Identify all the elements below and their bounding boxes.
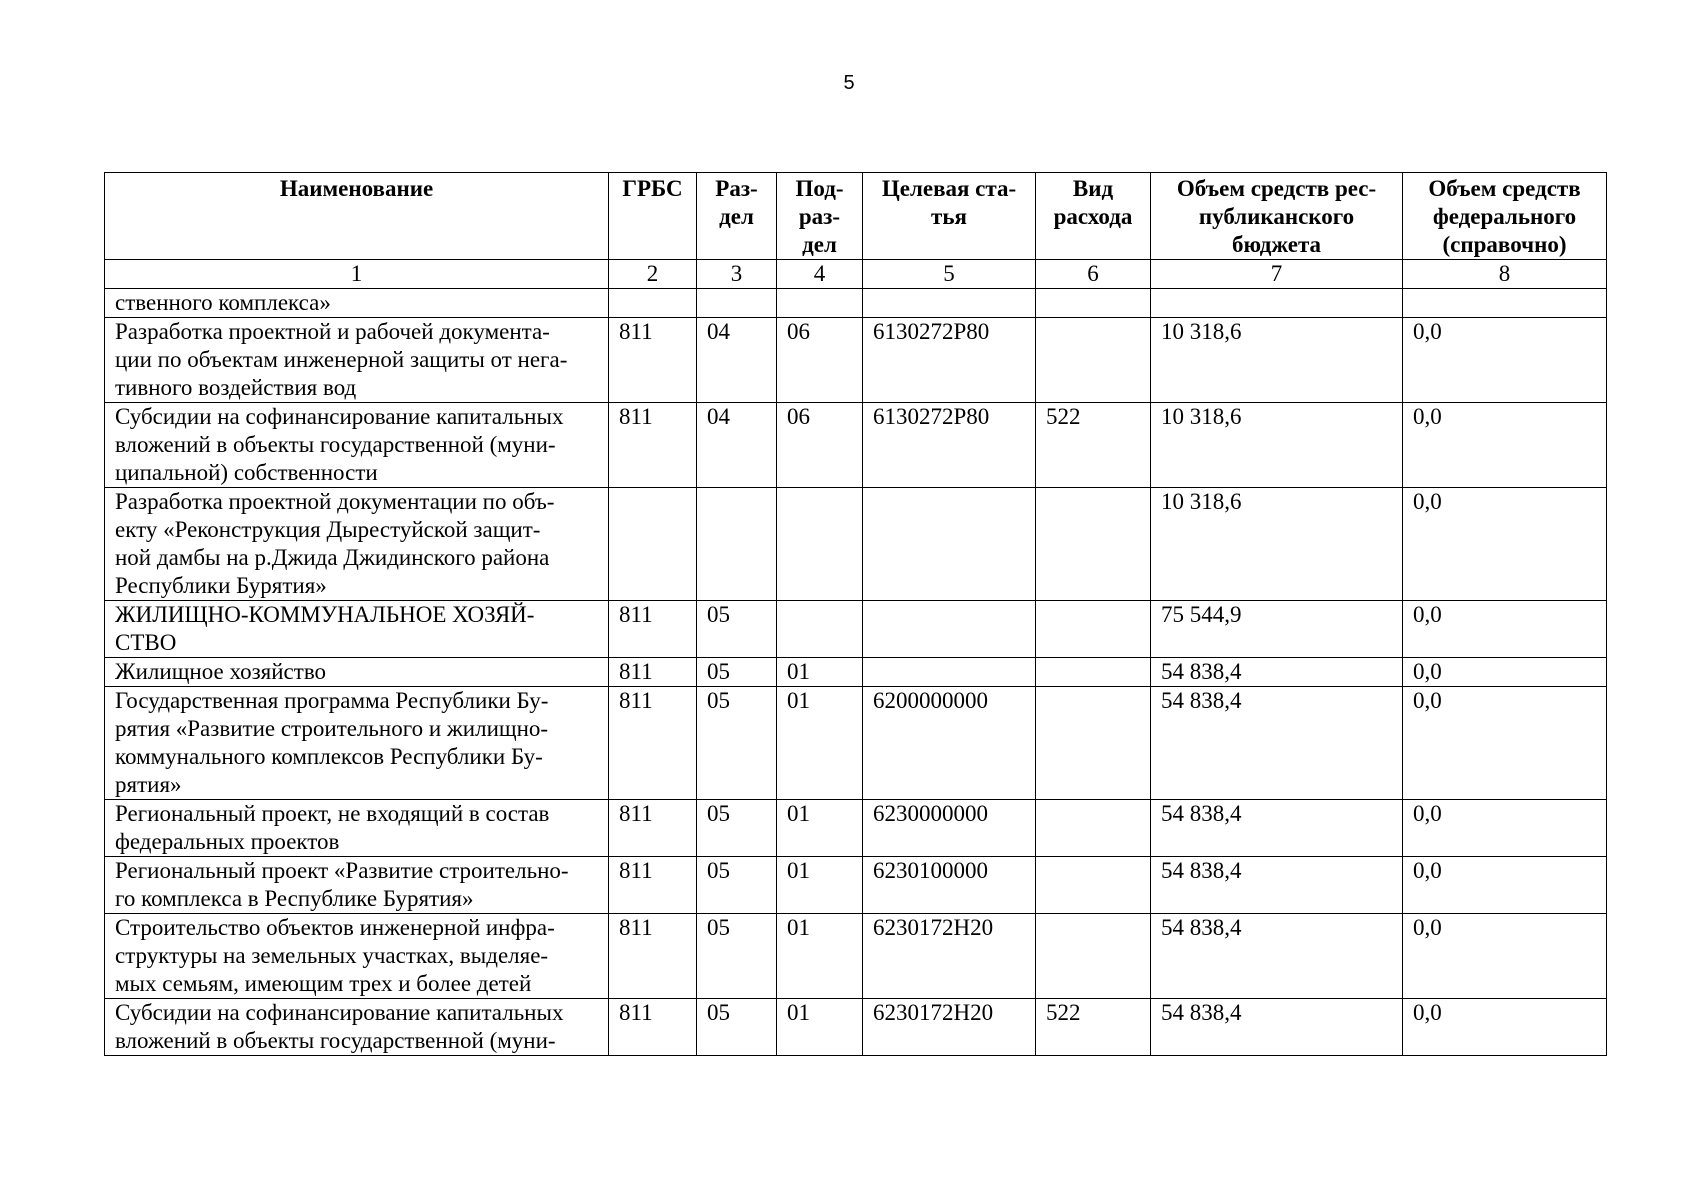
cell-razdel: 05 <box>697 914 777 999</box>
cell-podrazdel <box>777 289 863 318</box>
cell-razdel: 05 <box>697 601 777 658</box>
column-number: 8 <box>1403 260 1607 289</box>
cell-name: Субсидии на софинансирование капитальных вложений в объекты государственной (муни- ципальной) собственности <box>105 403 609 488</box>
cell-podrazdel: 01 <box>777 687 863 800</box>
cell-federal-budget: 0,0 <box>1403 403 1607 488</box>
table-row <box>105 999 1607 1056</box>
cell-target-article: 6130272P80 <box>863 318 1036 403</box>
cell-name: Разработка проектной и рабочей документа- ции по объектам инженерной защиты от нега- тивного воздействия вод <box>105 318 609 403</box>
table-row <box>105 403 1607 488</box>
column-number-row <box>105 260 1607 289</box>
cell-expense-type <box>1036 687 1151 800</box>
table-row <box>105 289 1607 318</box>
cell-expense-type <box>1036 800 1151 857</box>
cell-federal-budget: 0,0 <box>1403 687 1607 800</box>
column-number: 3 <box>697 260 777 289</box>
cell-grbs: 811 <box>609 658 697 687</box>
header-federal-budget: Объем средств федерального (справочно) <box>1403 173 1607 260</box>
cell-target-article <box>863 658 1036 687</box>
cell-razdel <box>697 488 777 601</box>
cell-federal-budget: 0,0 <box>1403 601 1607 658</box>
cell-target-article: 6230100000 <box>863 857 1036 914</box>
cell-expense-type: 522 <box>1036 999 1151 1056</box>
cell-podrazdel: 01 <box>777 800 863 857</box>
cell-republican-budget: 10 318,6 <box>1151 403 1403 488</box>
cell-grbs <box>609 488 697 601</box>
table-row <box>105 857 1607 914</box>
cell-expense-type <box>1036 488 1151 601</box>
cell-name: Субсидии на софинансирование капитальных вложений в объекты государственной (муни- <box>105 999 609 1056</box>
cell-federal-budget: 0,0 <box>1403 658 1607 687</box>
cell-federal-budget: 0,0 <box>1403 318 1607 403</box>
cell-expense-type <box>1036 318 1151 403</box>
cell-federal-budget: 0,0 <box>1403 914 1607 999</box>
cell-expense-type: 522 <box>1036 403 1151 488</box>
column-number: 4 <box>777 260 863 289</box>
cell-grbs: 811 <box>609 687 697 800</box>
cell-grbs: 811 <box>609 857 697 914</box>
cell-podrazdel <box>777 488 863 601</box>
cell-republican-budget: 54 838,4 <box>1151 658 1403 687</box>
cell-expense-type <box>1036 658 1151 687</box>
cell-grbs: 811 <box>609 800 697 857</box>
cell-razdel: 04 <box>697 403 777 488</box>
cell-podrazdel <box>777 601 863 658</box>
cell-target-article: 6230172H20 <box>863 999 1036 1056</box>
cell-razdel: 05 <box>697 999 777 1056</box>
cell-razdel: 05 <box>697 658 777 687</box>
cell-target-article <box>863 289 1036 318</box>
cell-podrazdel: 01 <box>777 914 863 999</box>
header-row <box>105 173 1607 260</box>
cell-name: ственного комплекса» <box>105 289 609 318</box>
cell-republican-budget: 54 838,4 <box>1151 687 1403 800</box>
cell-grbs: 811 <box>609 318 697 403</box>
table-row <box>105 601 1607 658</box>
cell-target-article: 6130272P80 <box>863 403 1036 488</box>
cell-podrazdel: 01 <box>777 999 863 1056</box>
cell-republican-budget: 54 838,4 <box>1151 999 1403 1056</box>
cell-razdel <box>697 289 777 318</box>
cell-podrazdel: 06 <box>777 318 863 403</box>
column-number: 7 <box>1151 260 1403 289</box>
cell-target-article: 6230000000 <box>863 800 1036 857</box>
header-name: Наименование <box>105 173 609 260</box>
cell-grbs: 811 <box>609 914 697 999</box>
table-row <box>105 687 1607 800</box>
cell-name: Жилищное хозяйство <box>105 658 609 687</box>
cell-republican-budget: 10 318,6 <box>1151 488 1403 601</box>
cell-republican-budget <box>1151 289 1403 318</box>
table-row <box>105 488 1607 601</box>
cell-republican-budget: 75 544,9 <box>1151 601 1403 658</box>
cell-name: Строительство объектов инженерной инфра- структуры на земельных участках, выделяе- мых семьям, имеющим трех и более детей <box>105 914 609 999</box>
cell-razdel: 04 <box>697 318 777 403</box>
column-number: 6 <box>1036 260 1151 289</box>
cell-podrazdel: 06 <box>777 403 863 488</box>
cell-federal-budget: 0,0 <box>1403 488 1607 601</box>
cell-target-article <box>863 488 1036 601</box>
header-expense-type: Вид расхода <box>1036 173 1151 260</box>
cell-federal-budget <box>1403 289 1607 318</box>
header-grbs: ГРБС <box>609 173 697 260</box>
cell-republican-budget: 54 838,4 <box>1151 914 1403 999</box>
cell-name: Региональный проект «Развитие строительно- го комплекса в Республике Бурятия» <box>105 857 609 914</box>
cell-expense-type <box>1036 857 1151 914</box>
cell-grbs: 811 <box>609 601 697 658</box>
table-row <box>105 318 1607 403</box>
cell-expense-type <box>1036 289 1151 318</box>
cell-grbs <box>609 289 697 318</box>
table-body <box>105 289 1607 1056</box>
page-number: 5 <box>843 72 855 94</box>
cell-republican-budget: 54 838,4 <box>1151 857 1403 914</box>
cell-republican-budget: 10 318,6 <box>1151 318 1403 403</box>
table-row <box>105 658 1607 687</box>
cell-target-article: 6230172H20 <box>863 914 1036 999</box>
column-number: 1 <box>105 260 609 289</box>
cell-razdel: 05 <box>697 687 777 800</box>
column-number: 2 <box>609 260 697 289</box>
table-row <box>105 800 1607 857</box>
cell-republican-budget: 54 838,4 <box>1151 800 1403 857</box>
cell-grbs: 811 <box>609 999 697 1056</box>
header-razdel: Раз- дел <box>697 173 777 260</box>
cell-podrazdel: 01 <box>777 658 863 687</box>
cell-expense-type <box>1036 601 1151 658</box>
cell-target-article: 6200000000 <box>863 687 1036 800</box>
cell-federal-budget: 0,0 <box>1403 999 1607 1056</box>
cell-target-article <box>863 601 1036 658</box>
cell-name: Государственная программа Республики Бу- рятия «Развитие строительного и жилищно- коммунального комплексов Республики Бу- рятия» <box>105 687 609 800</box>
cell-grbs: 811 <box>609 403 697 488</box>
cell-podrazdel: 01 <box>777 857 863 914</box>
cell-name: Разработка проектной документации по объ- екту «Реконструкция Дырестуйской защит- ной дамбы на р.Джида Джидинского района Республики Бурятия» <box>105 488 609 601</box>
cell-federal-budget: 0,0 <box>1403 857 1607 914</box>
table-row <box>105 914 1607 999</box>
cell-razdel: 05 <box>697 800 777 857</box>
cell-razdel: 05 <box>697 857 777 914</box>
header-target-article: Целевая ста- тья <box>863 173 1036 260</box>
header-republican-budget: Объем средств рес- публиканского бюджета <box>1151 173 1403 260</box>
cell-federal-budget: 0,0 <box>1403 800 1607 857</box>
cell-name: ЖИЛИЩНО-КОММУНАЛЬНОЕ ХОЗЯЙ- СТВО <box>105 601 609 658</box>
budget-table <box>104 172 1607 1056</box>
cell-name: Региональный проект, не входящий в состав федеральных проектов <box>105 800 609 857</box>
header-podrazdel: Под- раз- дел <box>777 173 863 260</box>
column-number: 5 <box>863 260 1036 289</box>
cell-expense-type <box>1036 914 1151 999</box>
